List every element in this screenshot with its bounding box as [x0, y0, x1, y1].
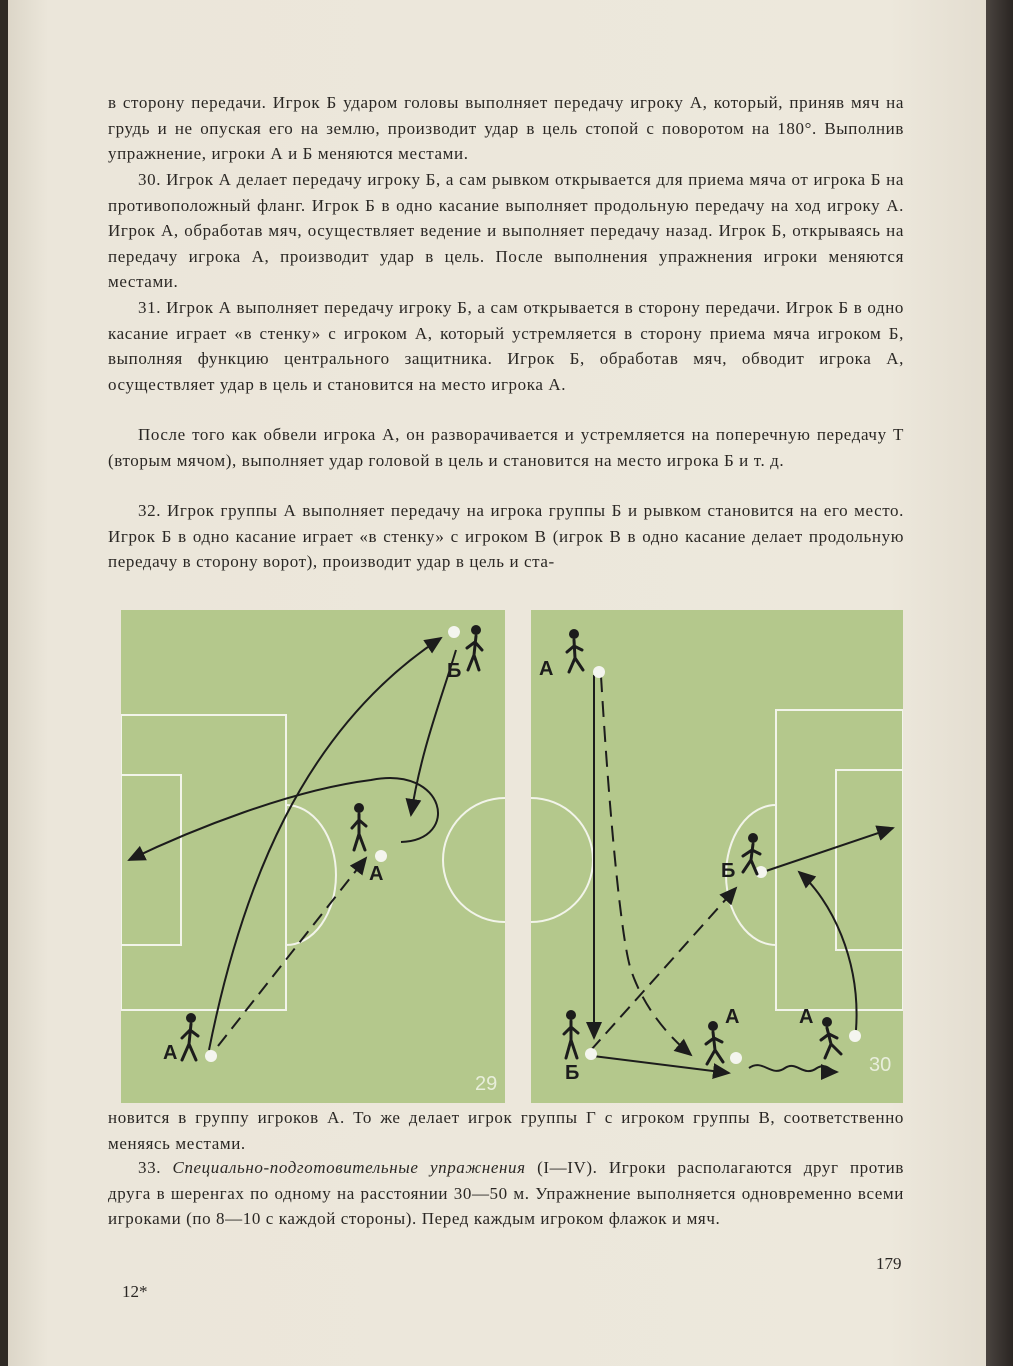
player-a-right-figure	[821, 1017, 841, 1058]
balls	[205, 626, 460, 1062]
player-a-mid-figure	[352, 803, 366, 850]
player-a-top-figure	[567, 629, 583, 672]
book-page	[8, 0, 986, 1366]
label-player-b-bottom: Б	[565, 1062, 580, 1084]
player-figures	[564, 629, 841, 1064]
label-player-b: Б	[447, 660, 462, 682]
figure-30	[531, 610, 903, 1103]
paragraph-exercise-33	[108, 1155, 904, 1232]
player-figures	[182, 625, 482, 1060]
figure-number: 30	[869, 1054, 892, 1076]
figure-number: 29	[475, 1073, 498, 1095]
label-player-a-mid: А	[725, 1006, 740, 1028]
page-number: 179	[876, 1254, 902, 1273]
figure-29-drawing	[121, 610, 505, 1103]
book-binding	[986, 0, 1013, 1366]
field-markings	[531, 710, 903, 1010]
field-markings	[121, 715, 505, 1010]
player-a-bottom-figure	[182, 1013, 198, 1060]
movement-lines	[591, 675, 893, 1073]
label-player-a-top: А	[539, 658, 554, 680]
player-a-mid-figure	[706, 1021, 723, 1064]
exercise-title: Специально-подготовительные упражнения	[172, 1158, 526, 1177]
paragraph-after-31: После того как обвели игрока А, он разворачивается и устремляется на поперечную передачу Т (вторым мячом), выполняет удар головой в цель и становится на место игрока Б и т. д.	[108, 425, 904, 470]
label-player-a-right: А	[799, 1006, 814, 1028]
figure-30-drawing	[531, 610, 903, 1103]
label-player-b-mid: Б	[721, 860, 736, 882]
player-b-bottom-figure	[564, 1010, 578, 1058]
paragraph-continuation: в сторону передачи. Игрок Б ударом головы выполняет передачу игроку А, который, приняв мяч на грудь и не опуская его на землю, производит удар в цель стопой с поворотом на 180°. Выполнив упражнение, игроки А и Б меняются местами.	[108, 93, 904, 164]
label-player-a-mid: А	[369, 863, 384, 885]
paragraph-continuation-32: новится в группу игроков А. То же делает игрок группы Г с игроком группы В, соответственно меняясь местами.	[108, 1108, 904, 1153]
exercise-body: (I—IV). Игроки располагаются друг против друга в шеренгах по одному на расстоянии 30—50 м. Упражнение выполняется одновременно всеми игроками (по 8—10 с каждой стороны). Перед каждым игроком флажок и мяч.	[108, 1158, 904, 1229]
player-b-figure	[467, 625, 482, 670]
signature-mark: 12*	[122, 1282, 148, 1301]
figure-29	[121, 610, 505, 1103]
label-player-a-bottom: А	[163, 1042, 178, 1064]
paragraph-exercise-31: 31. Игрок А выполняет передачу игроку Б, а сам открывается в сторону передачи. Игрок Б в одно касание играет «в стенку» с игроком А, который устремляется в сторону приема мяча игроком Б, выполняя функцию центрального защитника. Игрок Б, обработав мяч, обводит игрока А, осуществляет удар в цель и становится на место игрока А.	[108, 298, 904, 394]
exercise-number: 33.	[138, 1158, 162, 1177]
paragraph-exercise-30: 30. Игрок А делает передачу игроку Б, а сам рывком открывается для приема мяча от игрока Б на противоположный фланг. Игрок Б в одно касание выполняет продольную передачу на ход игроку А. Игрок А, обработав мяч, осуществляет ведение и выполняет передачу назад. Игрок Б, открываясь на передачу игрока А, производит удар в цель. После выполнения упражнения игроки меняются местами.	[108, 170, 904, 292]
paragraph-exercise-32: 32. Игрок группы А выполняет передачу на игрока группы Б и рывком становится на его место. Игрок Б в одно касание играет «в стенку» с игроком В (игрок В в одно касание делает продольную передачу в сторону ворот), производит удар в цель и ста-	[108, 501, 904, 572]
movement-lines	[129, 638, 456, 1050]
